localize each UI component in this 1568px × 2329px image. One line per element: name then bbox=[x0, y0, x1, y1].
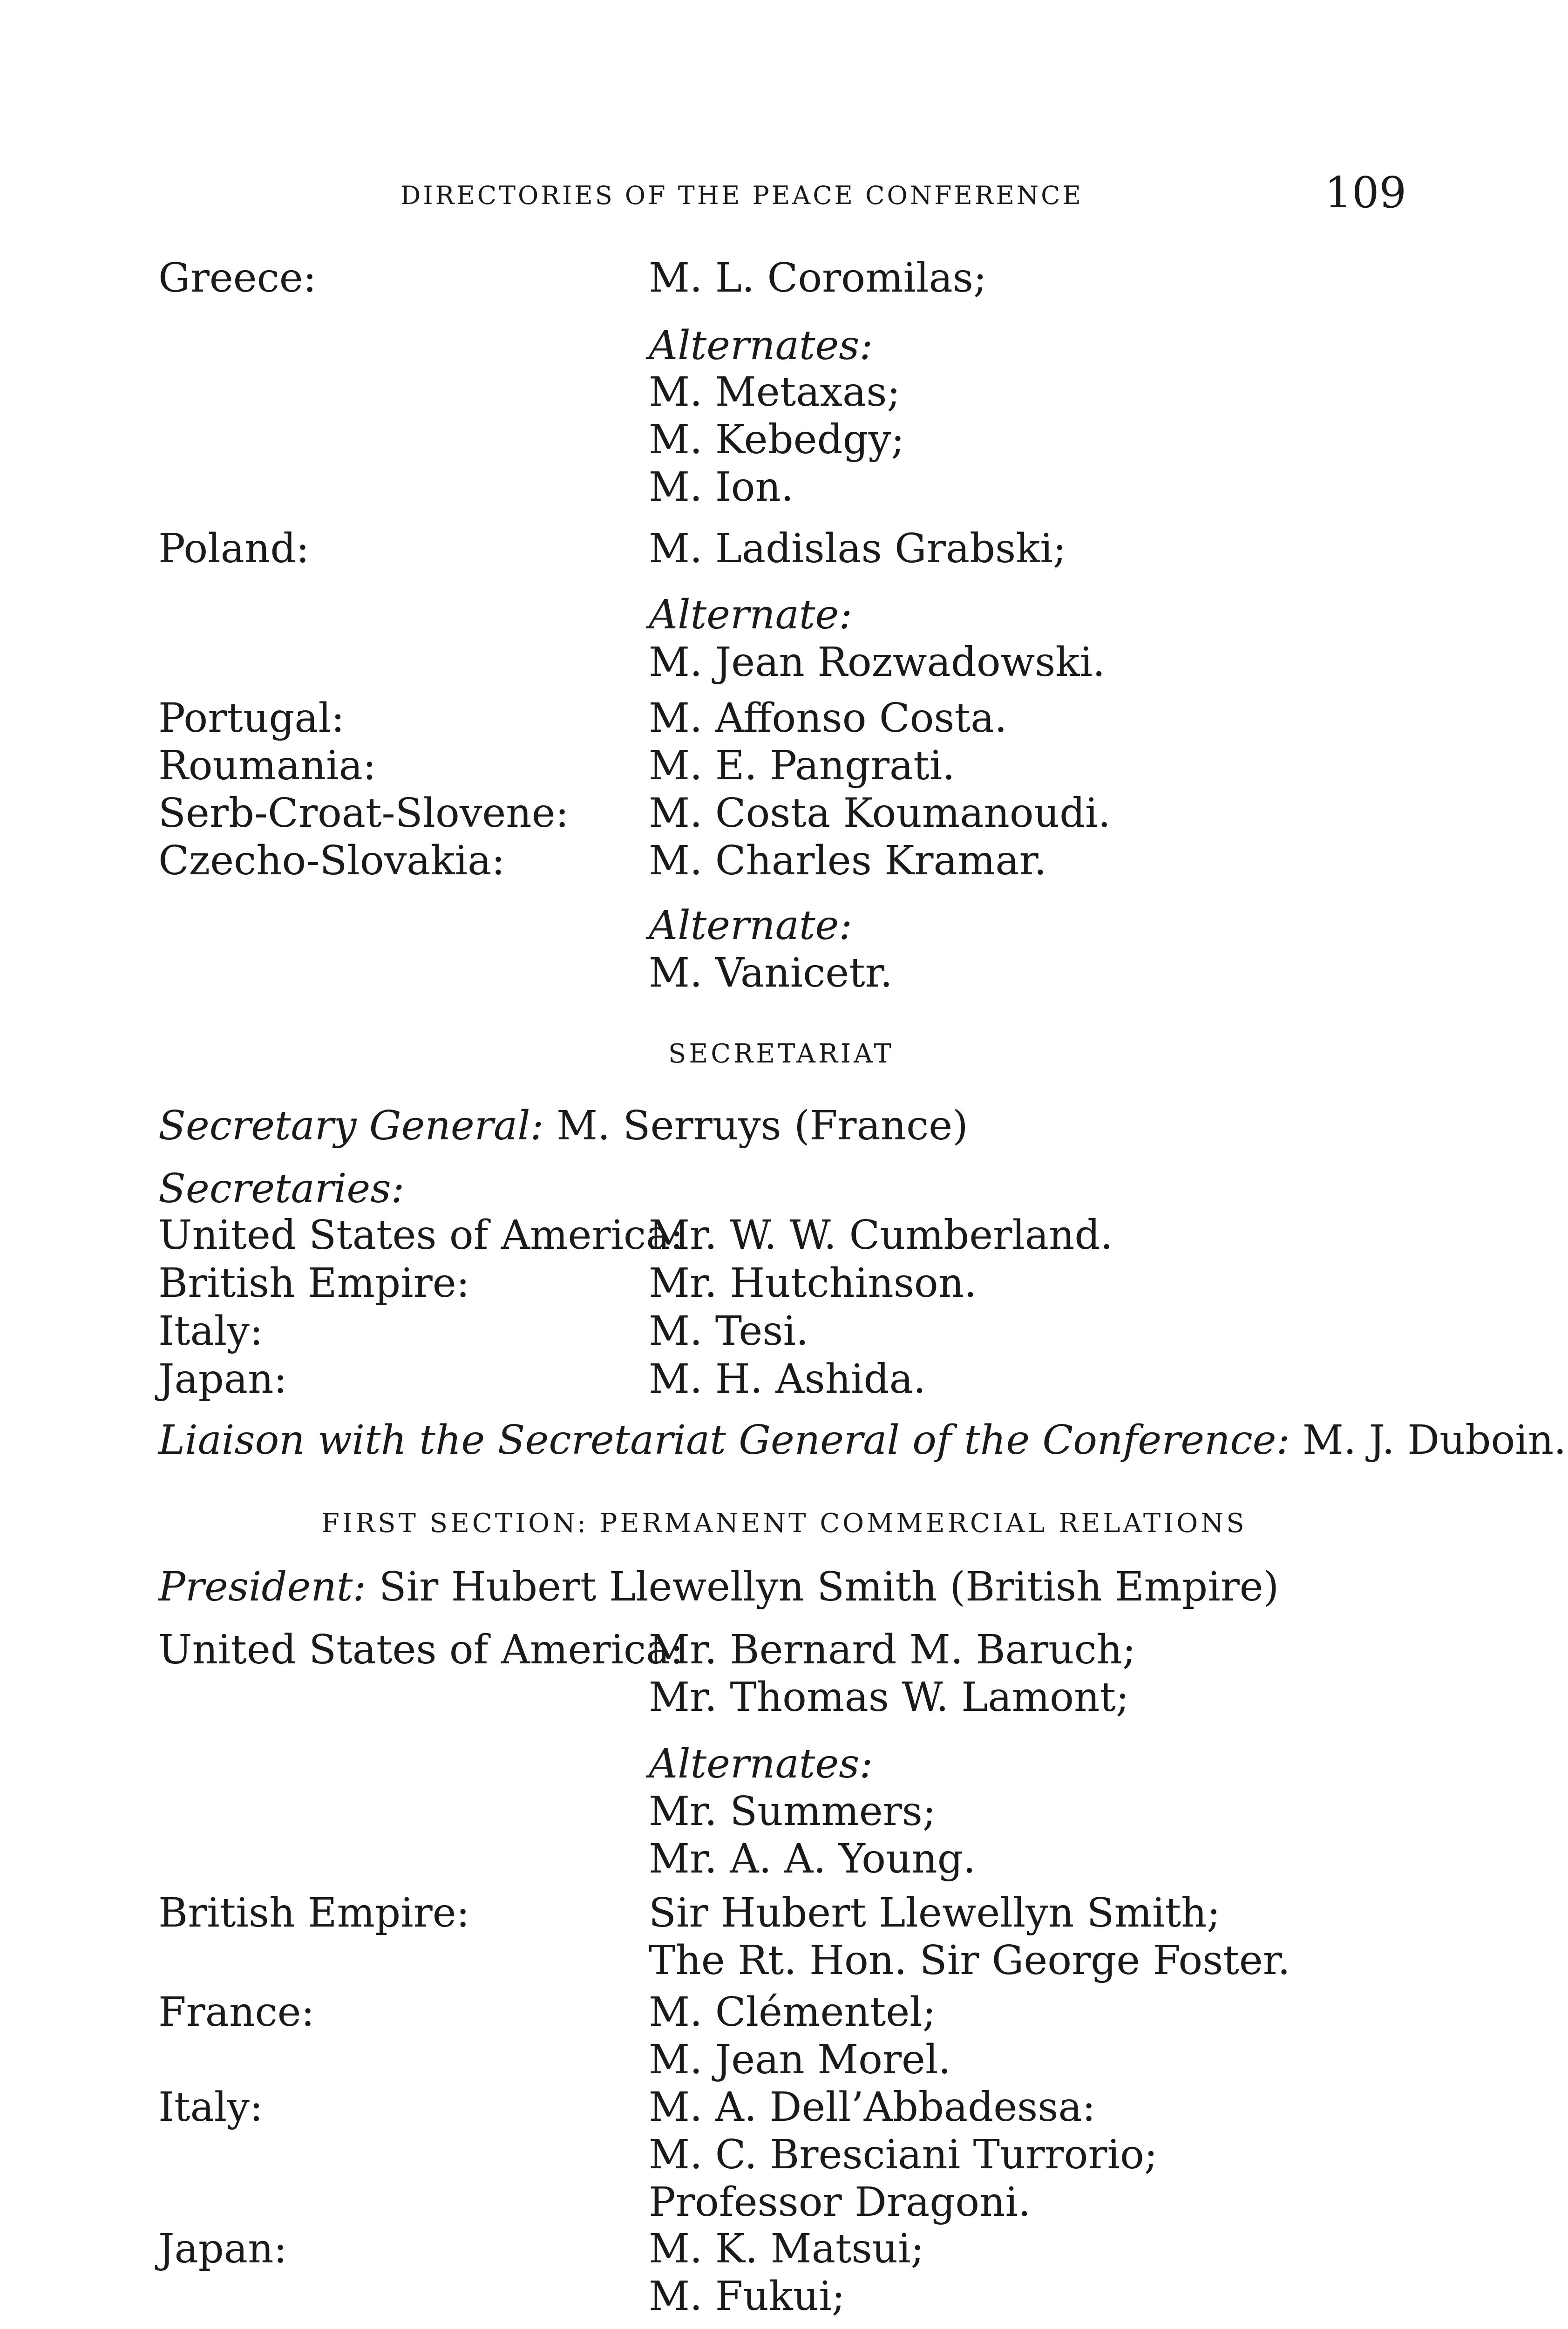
secretary-ashida: M. H. Ashida. bbox=[649, 1356, 926, 1403]
page-number: 109 bbox=[1324, 168, 1406, 218]
country-czecho-slovakia: Czecho-Slovakia: bbox=[158, 838, 505, 884]
fs-member-llewellyn-smith: Sir Hubert Llewellyn Smith; bbox=[649, 1890, 1221, 1936]
member-pangrati: M. E. Pangrati. bbox=[649, 742, 955, 789]
fs-alternate-young: Mr. A. A. Young. bbox=[649, 1836, 976, 1882]
secretary-cumberland: Mr. W. W. Cumberland. bbox=[649, 1212, 1113, 1259]
country-greece: Greece: bbox=[158, 255, 317, 301]
running-title: DIRECTORIES OF THE PEACE CONFERENCE bbox=[400, 181, 1083, 210]
secretary-general bbox=[158, 1102, 968, 1150]
fs-member-dellabbadessa: M. A. Dell’Abbadessa: bbox=[649, 2084, 1096, 2131]
alternates-label-greece: Alternates: bbox=[649, 322, 873, 369]
country-poland: Poland: bbox=[158, 525, 310, 572]
alternate-kebedgy: M. Kebedgy; bbox=[649, 416, 905, 463]
fs-member-morel: M. Jean Morel. bbox=[649, 2036, 951, 2083]
member-grabski: M. Ladislas Grabski; bbox=[649, 525, 1066, 572]
president-value: Sir Hubert Llewellyn Smith (British Empire) bbox=[379, 1564, 1279, 1610]
fs-country-usa: United States of America: bbox=[158, 1627, 684, 1673]
first-section-heading: FIRST SECTION: PERMANENT COMMERCIAL RELATIONS bbox=[321, 1508, 1247, 1539]
fs-country-france: France: bbox=[158, 1989, 315, 2036]
secretary-general-label: Secretary General: bbox=[158, 1103, 544, 1149]
member-coromilas: M. L. Coromilas; bbox=[649, 255, 987, 301]
fs-country-italy: Italy: bbox=[158, 2084, 263, 2131]
fs-member-matsui: M. K. Matsui; bbox=[649, 2226, 924, 2272]
secretary-general-value: M. Serruys (France) bbox=[556, 1103, 968, 1149]
fs-member-fukui: M. Fukui; bbox=[649, 2273, 845, 2320]
fs-member-baruch: Mr. Bernard M. Baruch; bbox=[649, 1627, 1136, 1673]
liaison-label: Liaison with the Secretariat General of the Conference: bbox=[158, 1417, 1290, 1464]
president-label: President: bbox=[158, 1564, 367, 1610]
country-serb-croat-slovene: Serb-Croat-Slovene: bbox=[158, 790, 569, 837]
member-koumanoudi: M. Costa Koumanoudi. bbox=[649, 790, 1111, 837]
alternate-label-czecho-slovakia: Alternate: bbox=[649, 902, 853, 949]
fs-member-dragoni: Professor Dragoni. bbox=[649, 2179, 1031, 2226]
country-portugal: Portugal: bbox=[158, 695, 345, 742]
secretary-country-japan: Japan: bbox=[158, 1356, 287, 1403]
country-roumania: Roumania: bbox=[158, 742, 376, 789]
fs-member-clementel: M. Clémentel; bbox=[649, 1989, 936, 2036]
secretary-country-british-empire: British Empire: bbox=[158, 1260, 470, 1307]
president-line bbox=[158, 1563, 1279, 1611]
secretary-country-italy: Italy: bbox=[158, 1308, 263, 1355]
alternate-ion: M. Ion. bbox=[649, 464, 794, 511]
fs-country-japan: Japan: bbox=[158, 2226, 287, 2272]
alternate-label-poland: Alternate: bbox=[649, 592, 853, 638]
fs-member-foster: The Rt. Hon. Sir George Foster. bbox=[649, 1937, 1290, 1984]
secretary-country-usa: United States of America: bbox=[158, 1212, 684, 1259]
alternate-vanicetr: M. Vanicetr. bbox=[649, 950, 893, 996]
liaison-value: M. J. Duboin. bbox=[1302, 1417, 1567, 1464]
secretary-hutchinson: Mr. Hutchinson. bbox=[649, 1260, 977, 1307]
fs-alternate-summers: Mr. Summers; bbox=[649, 1788, 936, 1835]
fs-country-british-empire: British Empire: bbox=[158, 1890, 470, 1936]
running-head bbox=[158, 168, 1406, 219]
alternate-metaxas: M. Metaxas; bbox=[649, 369, 901, 415]
fs-member-lamont: Mr. Thomas W. Lamont; bbox=[649, 1674, 1129, 1721]
secretariat-heading: SECRETARIAT bbox=[668, 1039, 894, 1069]
alternate-rozwadowski: M. Jean Rozwadowski. bbox=[649, 639, 1106, 686]
member-kramar: M. Charles Kramar. bbox=[649, 838, 1047, 884]
fs-member-bresciani-turrorio: M. C. Bresciani Turrorio; bbox=[649, 2132, 1158, 2178]
fs-alternates-label-usa: Alternates: bbox=[649, 1741, 873, 1787]
secretary-tesi: M. Tesi. bbox=[649, 1308, 809, 1355]
liaison-line bbox=[158, 1416, 1567, 1464]
member-costa: M. Affonso Costa. bbox=[649, 695, 1007, 742]
secretaries-label: Secretaries: bbox=[158, 1165, 405, 1212]
